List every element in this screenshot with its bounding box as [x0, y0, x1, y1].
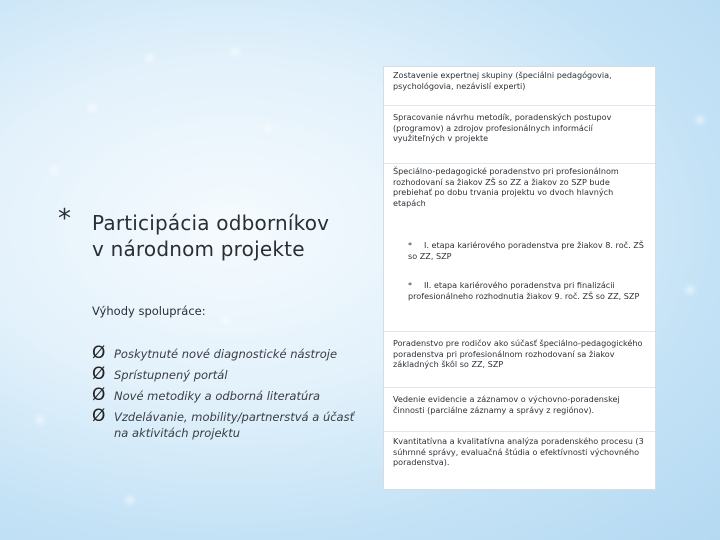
sub-bullet: *	[408, 280, 413, 290]
activity-subitem-2-text: II. etapa kariérového poradenstva pri finalizácii profesionálneho rozhodnutia žiakov 9. roč. ZŠ so ZZ, SZP	[408, 280, 640, 301]
activity-item-1: Zostavenie expertnej skupiny (špeciálni pedagógovia, psychológovia, nezávislí experti)	[393, 70, 612, 91]
benefit-text: Nové metodiky a odborná literatúra	[114, 389, 321, 403]
title-bullet: *	[58, 204, 71, 234]
benefits-heading: Výhody spolupráce:	[92, 304, 206, 318]
activity-subitem-2	[408, 280, 649, 301]
activity-item-4: Poradenstvo pre rodičov ako súčasť špeciálno-pedagogického poradenstva pri profesionálnom rozhodovaní sa žiakov základných škôl so ZZ, SZP	[384, 331, 655, 387]
sub-bullet: *	[408, 240, 413, 250]
benefit-item	[92, 385, 362, 405]
activity-subitem-1	[408, 240, 649, 261]
benefit-item	[92, 364, 362, 384]
activities-panel	[383, 66, 656, 490]
arrow-bullet-icon: Ø	[92, 343, 106, 363]
arrow-bullet-icon: Ø	[92, 406, 106, 426]
activity-item-3-text: Špeciálno-pedagogické poradenstvo pri profesionálnom rozhodovaní sa žiakov ZŠ so ZZ a žiakov zo SZP bude prebiehať po dobu trvania projektu vo dvoch hlavných etapách	[393, 166, 619, 208]
benefit-text: Sprístupnený portál	[114, 368, 228, 382]
benefit-item	[92, 343, 362, 363]
benefit-item	[92, 406, 362, 441]
slide-title	[58, 204, 372, 262]
title-line-2: v národnom projekte	[92, 237, 305, 261]
benefit-text: Poskytnuté nové diagnostické nástroje	[114, 347, 338, 361]
activity-item-6: Kvantitatívna a kvalitatívna analýza poradenského procesu (3 súhrnné správy, evaluačná štúdia o efektívnosti výchovného poradenstva).	[384, 431, 655, 489]
benefit-text: Vzdelávanie, mobility/partnerstvá a účasť na aktivitách projektu	[114, 410, 355, 440]
activity-item-3	[384, 163, 655, 331]
benefits-list	[92, 343, 362, 446]
activity-item-2: Spracovanie návrhu metodík, poradenských postupov (programov) a zdrojov profesionálnych informácií využiteľných v projekte	[384, 105, 655, 163]
arrow-bullet-icon: Ø	[92, 364, 106, 384]
title-line-1: Participácia odborníkov	[92, 211, 330, 235]
activity-subitem-1-text: I. etapa kariérového poradenstva pre žiakov 8. roč. ZŠ so ZZ, SZP	[408, 240, 644, 261]
activity-item-5: Vedenie evidencie a záznamov o výchovno-poradenskej činnosti (parciálne záznamy a správy z regiónov).	[384, 387, 655, 431]
arrow-bullet-icon: Ø	[92, 385, 106, 405]
